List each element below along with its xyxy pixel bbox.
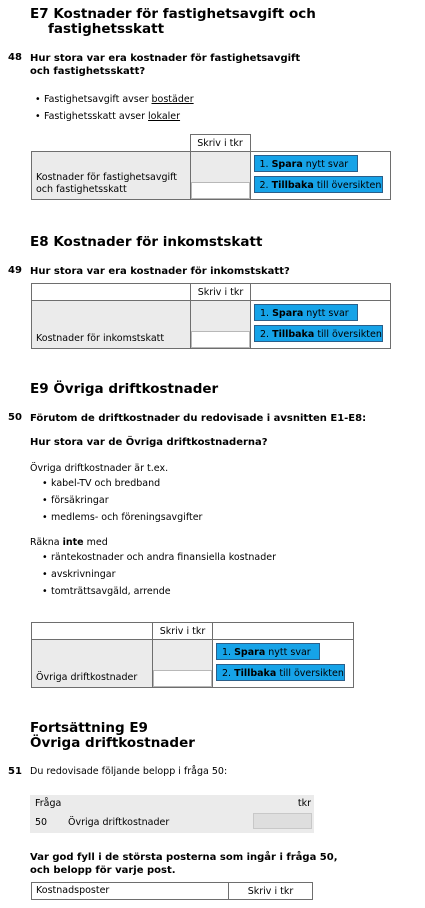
question-50-text: Förutom de driftkostnader du redovisade i avsnitten E1-E8: <box>30 413 367 424</box>
question-50-subtext: Hur stora var de Övriga driftkostnaderna? <box>30 437 268 448</box>
e9-exclude-intro: Räkna inte med <box>30 537 108 548</box>
question-number-50: 50 <box>8 412 22 423</box>
e7-save-button[interactable]: 1. Spara nytt svar <box>254 155 358 172</box>
list-item: • räntekostnader och andra finansiella kostnader <box>51 549 276 566</box>
e9-form-table <box>31 622 354 688</box>
e8-form-table <box>31 283 391 349</box>
summary-col-fraga: Fråga <box>35 798 62 809</box>
e9-col-header: Skriv i tkr <box>153 623 213 640</box>
section-e8-heading: E8 Kostnader för inkomstskatt <box>30 234 263 250</box>
question-number-49: 49 <box>8 265 22 276</box>
summary-col-tkr: tkr <box>297 798 311 809</box>
cost-items-table <box>31 882 313 900</box>
summary-row-number: 50 <box>35 817 48 828</box>
cost-items-amount-header: Skriv i tkr <box>229 883 313 900</box>
list-item: • medlems- och föreningsavgifter <box>51 509 202 526</box>
e7-row-label: Kostnader för fastighetsavgift och fastighetsskatt <box>32 152 191 200</box>
instruction-text: Var god fyll i de största posterna som ingår i fråga 50, och belopp för varje post. <box>30 852 338 876</box>
e7-col-header: Skriv i tkr <box>190 135 250 152</box>
section-e9-continued-heading: Fortsättning E9 Övriga driftkostnader <box>30 720 195 751</box>
e7-amount-input[interactable] <box>191 182 250 199</box>
q50-summary-panel <box>30 795 314 833</box>
e7-form-table <box>31 134 391 200</box>
e8-save-button[interactable]: 1. Spara nytt svar <box>254 304 358 321</box>
bostader-link[interactable]: bostäder <box>151 94 194 105</box>
list-item: • försäkringar <box>51 492 202 509</box>
question-number-48: 48 <box>8 52 22 63</box>
e8-col-header: Skriv i tkr <box>191 284 251 301</box>
section-e9-heading: E9 Övriga driftkostnader <box>30 381 219 397</box>
list-item: • kabel-TV och bredband <box>51 475 202 492</box>
summary-row <box>30 812 314 833</box>
e9-save-button[interactable]: 1. Spara nytt svar <box>216 643 320 660</box>
e9-include-list <box>37 475 202 526</box>
e7-bullet-bostader: • Fastighetsavgift avser bostäder <box>44 91 194 108</box>
e8-amount-input[interactable] <box>191 331 250 348</box>
question-49-text: Hur stora var era kostnader för inkomstskatt? <box>30 266 290 277</box>
e9-row-label: Övriga driftkostnader <box>32 640 153 688</box>
e9-exclude-list <box>37 549 276 600</box>
question-48-text: Hur stora var era kostnader för fastighetsavgift och fastighetsskatt? <box>30 53 301 77</box>
cost-items-col-header: Kostnadsposter <box>32 883 229 900</box>
summary-row-label: Övriga driftkostnader <box>68 817 170 828</box>
summary-amount-field <box>253 813 312 829</box>
question-51-text: Du redovisade följande belopp i fråga 50: <box>30 766 228 777</box>
e9-back-button[interactable]: 2. Tillbaka till översikten <box>216 664 345 681</box>
lokaler-link[interactable]: lokaler <box>148 111 181 122</box>
list-item: • tomträttsavgäld, arrende <box>51 583 276 600</box>
section-e7-heading: E7 Kostnader för fastighetsavgift och fastighetsskatt <box>30 6 316 37</box>
question-number-51: 51 <box>8 766 22 777</box>
e9-amount-input[interactable] <box>153 670 212 687</box>
list-item: • avskrivningar <box>51 566 276 583</box>
e7-bullet-lokaler: • Fastighetsskatt avser lokaler <box>44 108 194 125</box>
e7-bullet-list <box>30 91 194 125</box>
e9-intro: Övriga driftkostnader är t.ex. <box>30 463 169 474</box>
e8-row-label: Kostnader för inkomstskatt <box>32 301 191 349</box>
e8-back-button[interactable]: 2. Tillbaka till översikten <box>254 325 383 342</box>
e7-back-button[interactable]: 2. Tillbaka till översikten <box>254 176 383 193</box>
